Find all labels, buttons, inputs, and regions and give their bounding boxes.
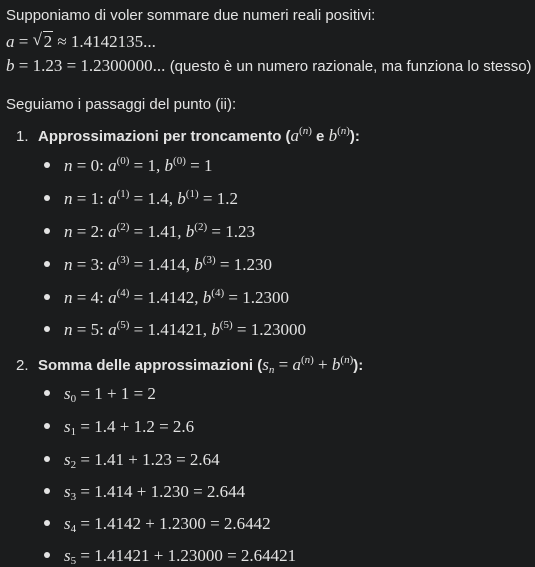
truncation-item — [44, 255, 272, 276]
b-note: (questo è un numero razionale, ma funziona lo stesso) — [169, 58, 532, 75]
sum-formula: $s_3 = 1.414 + 1.230 = 2.644$ — [64, 482, 246, 503]
b-n-symbol: $b^{(n)}$ — [328, 125, 350, 145]
b-value: 1 — [203, 156, 213, 175]
n-value: 5 — [90, 320, 100, 339]
bullet-dot — [44, 195, 50, 201]
sum-item — [44, 546, 296, 567]
a-value: 1.4 — [147, 189, 169, 208]
truncation-item — [44, 222, 255, 243]
sum-formula: $s_5 = 1.41421 + 1.23000 = 2.64421$ — [64, 546, 297, 567]
bullet-dot — [44, 390, 50, 396]
sum-value: 2.6 — [172, 417, 195, 436]
sum-value: 2.64421 — [240, 546, 297, 565]
a-value: 1.4142 — [147, 288, 195, 307]
b-value: 1.2 — [133, 417, 155, 436]
steps-intro: Seguiamo i passaggi del punto (ii): — [6, 96, 237, 113]
sum-item — [44, 450, 220, 471]
truncation-formula: n = 2: $a^{(2)} = 1.41$, $b^{(2)} = 1.23$ — [64, 221, 255, 241]
truncation-item — [44, 189, 238, 210]
sum-formula: $s_0 = 1 + 1 = 2$ — [64, 384, 156, 405]
truncation-formula: n = 3: $a^{(3)} = 1.414$, $b^{(3)} = 1.230$ — [64, 254, 272, 274]
truncation-formula: n = 4: $a^{(4)} = 1.4142$, $b^{(4)} = 1.2300$ — [64, 287, 289, 307]
a-value: 1.414 — [147, 255, 186, 274]
n-value: 2 — [90, 222, 100, 241]
sum-definition: $s_n = a^{(n)} + b^{(n)}$ — [262, 354, 354, 376]
b-value: 1.230 — [150, 482, 189, 501]
truncation-item — [44, 320, 306, 341]
sum-index: 1 — [70, 426, 77, 438]
b-symbol: b — [6, 56, 15, 75]
b-value: 1.2300 — [159, 514, 206, 533]
truncation-item — [44, 156, 212, 177]
b-definition — [6, 56, 532, 77]
section-close: ): — [353, 357, 364, 374]
a-value: 1 — [94, 384, 103, 403]
a-value: 1.41421 — [147, 320, 203, 339]
b-value: 1.23 — [225, 222, 255, 241]
sum-index: 4 — [70, 523, 77, 535]
bullet-dot — [44, 294, 50, 300]
intro-text: Supponiamo di voler sommare due numeri reali positivi: — [6, 7, 376, 24]
a-value: 1.41 — [147, 222, 178, 241]
b-value: 1.2 — [216, 189, 238, 208]
a-equals: = — [18, 32, 29, 51]
section-label: Somma delle approssimazioni ( — [38, 357, 263, 374]
a-value: 1.414 — [94, 482, 133, 501]
a-approx: ≈ 1.4142135... — [57, 32, 156, 51]
radical-sign: √ — [32, 30, 42, 49]
sum-formula: $s_1 = 1.4 + 1.2 = 2.6$ — [64, 417, 195, 438]
b-value: 1.23 — [142, 450, 172, 469]
sqrt-expression — [33, 32, 54, 52]
sum-item — [44, 384, 156, 405]
a-value: 1.41 — [94, 450, 124, 469]
bullet-dot — [44, 228, 50, 234]
b-value: 1.230 — [233, 255, 272, 274]
section-close: ): — [349, 128, 360, 145]
section-label: Approssimazioni per troncamento ( — [38, 128, 291, 145]
sum-formula: $s_2 = 1.41 + 1.23 = 2.64$ — [64, 450, 220, 471]
bullet-dot — [44, 488, 50, 494]
sum-index: 5 — [70, 555, 77, 567]
b-value: 1.23000 — [250, 320, 306, 339]
a-formula — [6, 32, 156, 51]
section-sum-heading — [16, 355, 363, 376]
b-formula — [6, 56, 170, 75]
bullet-dot — [44, 261, 50, 267]
section-number: 1. — [16, 128, 29, 145]
n-value: 3 — [90, 255, 100, 274]
a-symbol: a — [6, 32, 15, 51]
section-sep: e — [311, 128, 329, 145]
b-value: 1 — [120, 384, 130, 403]
bullet-dot — [44, 162, 50, 168]
truncation-formula: n = 0: $a^{(0)} = 1$, $b^{(0)} = 1$ — [64, 155, 213, 175]
b-value: 1.23000 — [167, 546, 223, 565]
n-value: 0 — [90, 156, 100, 175]
section-number: 2. — [16, 357, 29, 374]
bullet-dot — [44, 423, 50, 429]
a-n-symbol: $a^{(n)}$ — [290, 125, 312, 145]
b-value: 1.2300 — [242, 288, 289, 307]
sum-value: 2.6442 — [223, 514, 271, 533]
a-definition — [6, 32, 156, 53]
sum-item — [44, 482, 245, 503]
truncation-item — [44, 288, 289, 309]
bullet-dot — [44, 326, 50, 332]
sum-index: 0 — [70, 393, 77, 405]
section-truncation-heading — [16, 126, 360, 147]
sum-value: 2 — [147, 384, 156, 403]
bullet-dot — [44, 520, 50, 526]
sum-formula: $s_4 = 1.4142 + 1.2300 = 2.6442$ — [64, 514, 271, 535]
bullet-dot — [44, 456, 50, 462]
a-value: 1.4142 — [94, 514, 141, 533]
a-value: 1 — [147, 156, 157, 175]
truncation-formula: n = 1: $a^{(1)} = 1.4$, $b^{(1)} = 1.2$ — [64, 188, 238, 208]
sum-item — [44, 514, 271, 535]
bullet-dot — [44, 552, 50, 558]
truncation-formula: n = 5: $a^{(5)} = 1.41421$, $b^{(5)} = 1.23000$ — [64, 319, 306, 339]
radicand: 2 — [43, 32, 53, 51]
sum-index: 3 — [70, 491, 77, 503]
n-value: 1 — [90, 189, 100, 208]
a-value: 1.4 — [94, 417, 116, 436]
sum-value: 2.644 — [206, 482, 246, 501]
sum-value: 2.64 — [189, 450, 220, 469]
sum-item — [44, 417, 194, 438]
a-value: 1.41421 — [94, 546, 150, 565]
b-value: = 1.23 = 1.2300000... — [18, 56, 166, 75]
n-value: 4 — [90, 288, 100, 307]
sum-index: 2 — [70, 459, 77, 471]
